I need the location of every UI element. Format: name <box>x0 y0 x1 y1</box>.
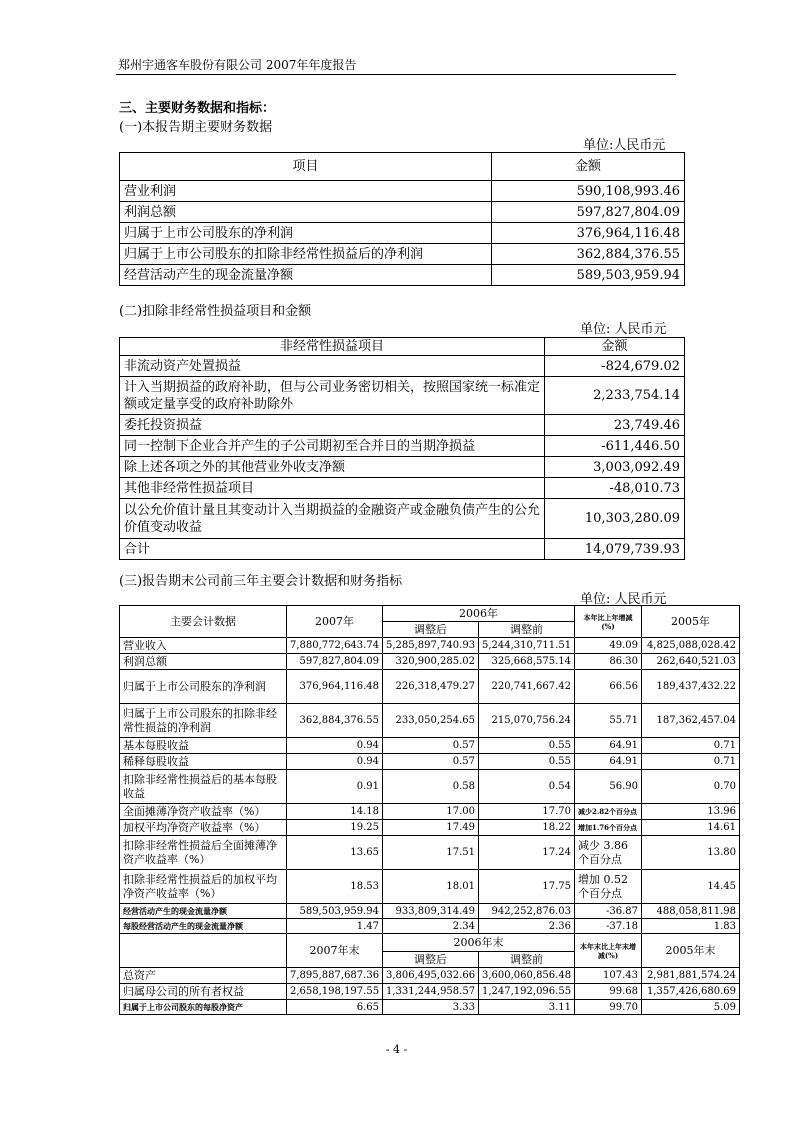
row-value: 2,233,754.14 <box>545 377 685 415</box>
cell-2006-adjusted: 17.49 <box>383 820 479 836</box>
cell-2007: 0.94 <box>287 738 383 754</box>
row-label: 营业利润 <box>120 181 492 202</box>
cell-change: 56.90 <box>575 770 642 804</box>
row-label: 每股经营活动产生的现金流量净额 <box>120 919 287 934</box>
row-label: 扣除非经常性损益后的基本每股收益 <box>120 770 287 804</box>
cell-2006-before: 325,668,575.14 <box>479 654 575 670</box>
row-label: 归属于上市公司股东的扣除非经常性损益的净利润 <box>120 704 287 738</box>
row-label: 经营活动产生的现金流量净额 <box>120 904 287 919</box>
row-label: 全面摊薄净资产收益率（%） <box>120 804 287 820</box>
row-label: 非流动资产处置损益 <box>120 356 545 377</box>
row-label: 归属于上市公司股东的扣除非经常性损益后的净利润 <box>120 244 492 265</box>
cell-2005: 0.70 <box>642 770 740 804</box>
cell-2005: 189,437,432.22 <box>642 670 740 704</box>
row-label: 计入当期损益的政府补助，但与公司业务密切相关，按照国家统一标准定额或定量享受的政府补助除外 <box>120 377 545 415</box>
cell-2007: 19.25 <box>287 820 383 836</box>
cell-2006-adjusted: 2.34 <box>383 919 479 934</box>
col-header-amount: 金额 <box>492 153 685 181</box>
cell-2006-adjusted: 5,285,897,740.93 <box>383 638 479 654</box>
cell-2006-adjusted: 1,331,244,958.57 <box>383 984 479 1000</box>
cell-change: 64.91 <box>575 738 642 754</box>
row-value: 3,003,092.49 <box>545 457 685 478</box>
cell-2007: 597,827,804.09 <box>287 654 383 670</box>
row-label: 加权平均净资产收益率（%） <box>120 820 287 836</box>
row-label: 除上述各项之外的其他营业外收支净额 <box>120 457 545 478</box>
cell-2006-before: 942,252,876.03 <box>479 904 575 919</box>
cell-2007: 13.65 <box>287 836 383 870</box>
cell-2007: 0.91 <box>287 770 383 804</box>
cell-change: 66.56 <box>575 670 642 704</box>
row-value: 23,749.46 <box>545 415 685 436</box>
cell-change: 49.09 <box>575 638 642 654</box>
col-header-item: 项目 <box>120 153 492 181</box>
cell-change: 55.71 <box>575 704 642 738</box>
cell-2005: 5.09 <box>642 1000 740 1015</box>
row-value: -48,010.73 <box>545 478 685 499</box>
blank-header-cell <box>120 934 287 968</box>
cell-2006-before: 18.22 <box>479 820 575 836</box>
row-value: -824,679.02 <box>545 356 685 377</box>
cell-2006-before: 0.55 <box>479 754 575 770</box>
row-label: 利润总额 <box>120 654 287 670</box>
cell-2007: 6.65 <box>287 1000 383 1015</box>
row-value: 14,079,739.93 <box>545 539 685 560</box>
row-value: -611,446.50 <box>545 436 685 457</box>
cell-2006-adjusted: 226,318,479.27 <box>383 670 479 704</box>
col-header-item: 主要会计数据 <box>120 606 287 638</box>
cell-2007: 2,658,198,197.55 <box>287 984 383 1000</box>
row-label: 归属于上市公司股东的每股净资产 <box>120 1000 287 1015</box>
cell-change: 减少2.82个百分点 <box>575 804 642 820</box>
cell-2005: 187,362,457.04 <box>642 704 740 738</box>
cell-2006-before: 2.36 <box>479 919 575 934</box>
col-header-change: 本年比上年增减(%) <box>575 606 642 638</box>
col-header-before: 调整前 <box>479 952 575 968</box>
cell-2006-before: 215,070,756.24 <box>479 704 575 738</box>
cell-2006-before: 0.55 <box>479 738 575 754</box>
col-header-2006-end: 2006年末 <box>383 934 575 952</box>
cell-2007: 1.47 <box>287 919 383 934</box>
cell-change: -36.87 <box>575 904 642 919</box>
cell-2005: 13.96 <box>642 804 740 820</box>
cell-2006-adjusted: 0.57 <box>383 754 479 770</box>
cell-2005: 0.71 <box>642 738 740 754</box>
section-title: 三、主要财务数据和指标： <box>119 101 276 116</box>
cell-2005: 1.83 <box>642 919 740 934</box>
row-label: 以公允价值计量且其变动计入当期损益的金融资产或金融负债产生的公允价值变动收益 <box>120 499 545 539</box>
row-label: 其他非经常性损益项目 <box>120 478 545 499</box>
cell-2006-adjusted: 17.00 <box>383 804 479 820</box>
cell-2006-adjusted: 320,900,285.02 <box>383 654 479 670</box>
part3-unit: 单位: 人民币元 <box>580 592 667 607</box>
row-value: 590,108,993.46 <box>492 181 685 202</box>
part1-unit: 单位:人民币元 <box>583 138 666 153</box>
row-label: 委托投资损益 <box>120 415 545 436</box>
cell-2006-before: 0.54 <box>479 770 575 804</box>
cell-2007: 18.53 <box>287 870 383 904</box>
cell-2006-adjusted: 3,806,495,032.66 <box>383 968 479 984</box>
col-header-adjusted: 调整后 <box>383 622 479 638</box>
cell-2005: 14.61 <box>642 820 740 836</box>
row-label: 营业收入 <box>120 638 287 654</box>
non-recurring-table <box>119 337 685 560</box>
cell-2005: 4,825,088,028.42 <box>642 638 740 654</box>
row-label: 归属母公司的所有者权益 <box>120 984 287 1000</box>
col-header-before: 调整前 <box>479 622 575 638</box>
row-value: 597,827,804.09 <box>492 202 685 223</box>
page-number: - 4 - <box>385 1043 408 1056</box>
row-value: 10,303,280.09 <box>545 499 685 539</box>
page-header: 郑州宇通客车股份有限公司 2007年年度报告 <box>118 58 357 72</box>
cell-2006-adjusted: 933,809,314.49 <box>383 904 479 919</box>
cell-change: 增加1.76个百分点 <box>575 820 642 836</box>
col-header-2007: 2007年 <box>287 606 383 638</box>
part2-title: (二)扣除非经常性损益项目和金额 <box>119 304 312 319</box>
header-rule <box>116 74 676 75</box>
cell-2007: 7,895,887,687.36 <box>287 968 383 984</box>
row-label: 合计 <box>120 539 545 560</box>
cell-2006-before: 220,741,667.42 <box>479 670 575 704</box>
cell-2006-before: 17.70 <box>479 804 575 820</box>
part1-title: (一)本报告期主要财务数据 <box>119 120 273 135</box>
row-label: 同一控制下企业合并产生的子公司期初至合并日的当期净损益 <box>120 436 545 457</box>
row-label: 归属于上市公司股东的净利润 <box>120 223 492 244</box>
cell-change: 86.30 <box>575 654 642 670</box>
cell-2005: 14.45 <box>642 870 740 904</box>
row-label: 扣除非经常性损益后的加权平均净资产收益率（%） <box>120 870 287 904</box>
col-header-amount: 金额 <box>545 338 685 356</box>
cell-2007: 362,884,376.55 <box>287 704 383 738</box>
cell-2005: 2,981,881,574.24 <box>642 968 740 984</box>
three-year-table <box>119 605 740 1015</box>
cell-change: 107.43 <box>575 968 642 984</box>
col-header-adjusted: 调整后 <box>383 952 479 968</box>
col-header-2006: 2006年 <box>383 606 575 622</box>
row-value: 376,964,116.48 <box>492 223 685 244</box>
part3-title: (三)报告期末公司前三年主要会计数据和财务指标 <box>119 574 403 589</box>
cell-2006-before: 17.24 <box>479 836 575 870</box>
cell-change: 64.91 <box>575 754 642 770</box>
cell-2005: 488,058,811.98 <box>642 904 740 919</box>
cell-2006-adjusted: 17.51 <box>383 836 479 870</box>
cell-2006-before: 3,600,060,856.48 <box>479 968 575 984</box>
row-value: 362,884,376.55 <box>492 244 685 265</box>
row-label: 扣除非经常性损益后全面摊薄净资产收益率（%） <box>120 836 287 870</box>
cell-change: -37.18 <box>575 919 642 934</box>
cell-2006-before: 5,244,310,711.51 <box>479 638 575 654</box>
cell-2006-adjusted: 0.57 <box>383 738 479 754</box>
row-value: 589,503,959.94 <box>492 265 685 286</box>
cell-2006-adjusted: 0.58 <box>383 770 479 804</box>
cell-2005: 0.71 <box>642 754 740 770</box>
cell-2006-before: 17.75 <box>479 870 575 904</box>
cell-2006-adjusted: 3.33 <box>383 1000 479 1015</box>
col-header-item: 非经常性损益项目 <box>120 338 545 356</box>
cell-2007: 7,880,772,643.74 <box>287 638 383 654</box>
cell-change: 99.68 <box>575 984 642 1000</box>
row-label: 利润总额 <box>120 202 492 223</box>
col-header-2007-end: 2007年末 <box>287 934 383 968</box>
cell-2006-adjusted: 233,050,254.65 <box>383 704 479 738</box>
cell-2005: 262,640,521.03 <box>642 654 740 670</box>
col-header-change-end: 本年末比上年末增减(%) <box>575 934 642 968</box>
cell-2006-before: 1,247,192,096.55 <box>479 984 575 1000</box>
cell-change: 增加 0.52 个百分点 <box>575 870 642 904</box>
main-financial-table <box>119 152 685 286</box>
row-label: 基本每股收益 <box>120 738 287 754</box>
cell-2005: 13.80 <box>642 836 740 870</box>
row-label: 总资产 <box>120 968 287 984</box>
cell-change: 99.70 <box>575 1000 642 1015</box>
row-label: 稀释每股收益 <box>120 754 287 770</box>
cell-2007: 589,503,959.94 <box>287 904 383 919</box>
col-header-2005: 2005年 <box>642 606 740 638</box>
row-label: 归属于上市公司股东的净利润 <box>120 670 287 704</box>
col-header-2005-end: 2005年末 <box>642 934 740 968</box>
cell-2006-before: 3.11 <box>479 1000 575 1015</box>
cell-2006-adjusted: 18.01 <box>383 870 479 904</box>
cell-2007: 376,964,116.48 <box>287 670 383 704</box>
cell-2005: 1,357,426,680.69 <box>642 984 740 1000</box>
cell-2007: 14.18 <box>287 804 383 820</box>
part2-unit: 单位: 人民币元 <box>580 322 667 337</box>
cell-2007: 0.94 <box>287 754 383 770</box>
cell-change: 减少 3.86 个百分点 <box>575 836 642 870</box>
row-label: 经营活动产生的现金流量净额 <box>120 265 492 286</box>
